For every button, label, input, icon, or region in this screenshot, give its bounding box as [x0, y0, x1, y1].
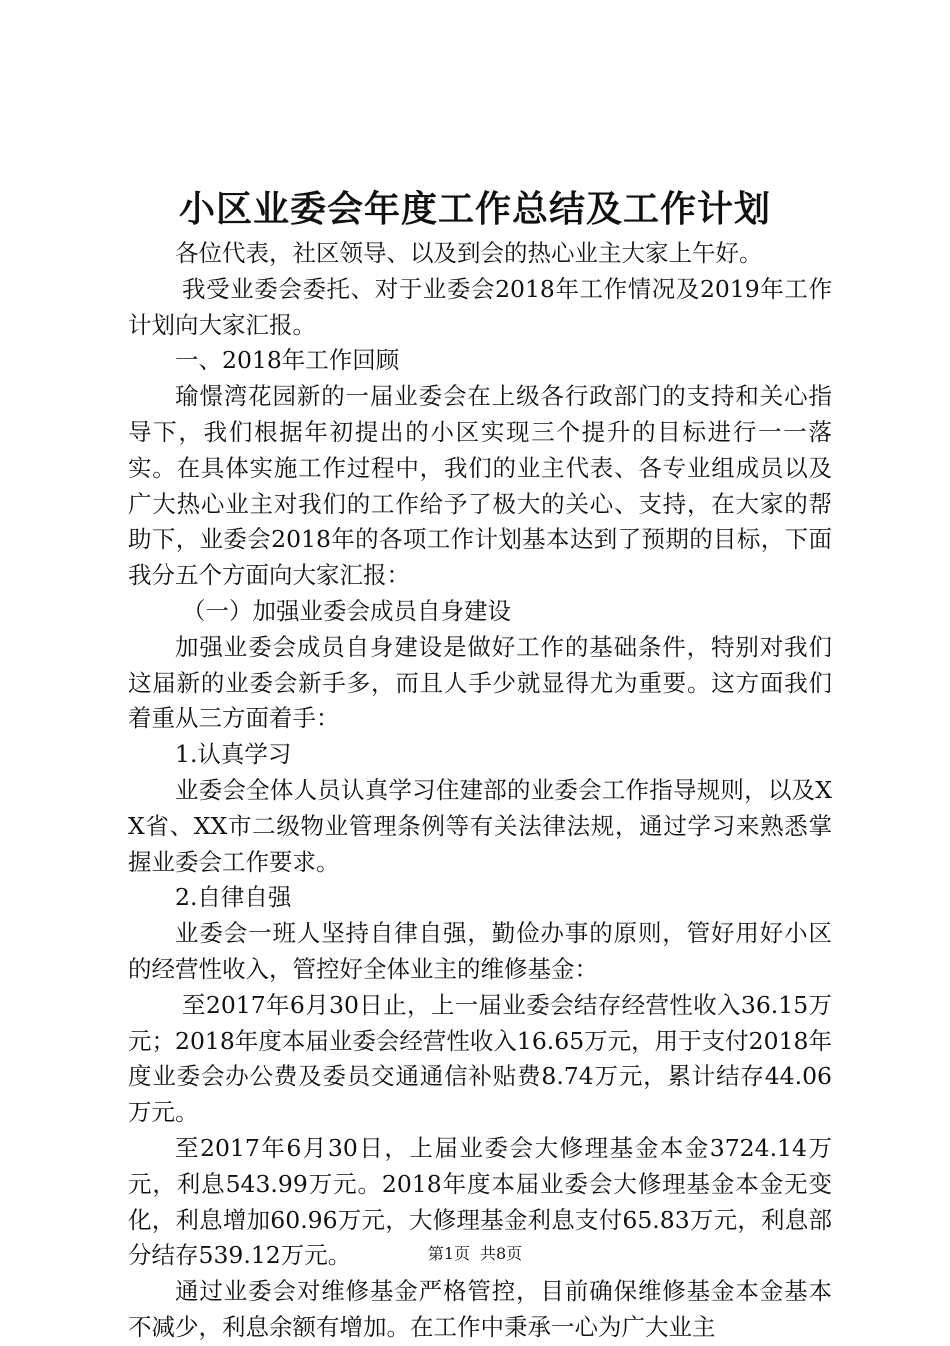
subsection-heading: （一）加强业委会成员自身建设 [182, 596, 512, 625]
paragraph-review: 瑜憬湾花园新的一届业委会在上级各行政部门的支持和关心指导下，我们根据年初提出的小区实现三个提升的目标进行一一落实。在具体实施工作过程中，我们的业主代表、各专业组成员以及广大热心业主对我们的工作给予了极大的关心、支持，在大家的帮助下，业委会2018年的各项工作计划基本达到了预期的目标，下面我分五个方面向大家汇报： [128, 382, 832, 590]
paragraph-self-building: 加强业委会成员自身建设是做好工作的基础条件，特别对我们这届新的业委会新手多，而且人手少就显得尤为重要。这方面我们着重从三方面着手： [128, 632, 832, 733]
paragraph-fund-control: 通过业委会对维修基金严格管控，目前确保维修基金本金基本不减少，利息余额有增加。在工作中秉承一心为广大业主 [128, 1277, 832, 1341]
paragraph-study: 业委会全体人员认真学习住建部的业委会工作指导规则，以及XX省、XX市二级物业管理条例等有关法律法规，通过学习来熟悉掌握业委会工作要求。 [128, 775, 832, 876]
paragraph-intro: 我受业委会委托、对于业委会2018年工作情况及2019年工作计划向大家汇报。 [128, 274, 832, 339]
document-body [128, 236, 832, 1346]
section-heading-review: 一、2018年工作回顾 [175, 346, 400, 375]
paragraph-self-discipline: 业委会一班人坚持自律自强，勤俭办事的原则，管好用好小区的经营性收入，管控好全体业主的维修基金： [128, 919, 832, 983]
item-heading-study: 1.认真学习 [175, 740, 292, 769]
paragraph-maintenance-fund: 至2017年6月30日，上届业委会大修理基金本金3724.14万元，利息543.99万元。2018年度本届业委会大修理基金本金无变化，利息增加60.96万元，大修理基金利息支付65.83万元，利息部分结存539.12万元。 [128, 1133, 832, 1270]
page-number-current: 第1页 [427, 1244, 470, 1263]
page-footer [0, 1243, 950, 1265]
paragraph-income: 至2017年6月30日止，上一届业委会结存经营性收入36.15万元；2018年度本届业委会经营性收入16.65万元，用于支付2018年度业委会办公费及委员交通通信补贴费8.74万元，累计结存44.06万元。 [128, 990, 832, 1127]
page-number-total: 共8页 [480, 1244, 523, 1263]
paragraph-greeting: 各位代表，社区领导、以及到会的热心业主大家上午好。 [175, 239, 763, 267]
item-heading-self-discipline: 2.自律自强 [175, 883, 292, 912]
document-title: 小区业委会年度工作总结及工作计划 [178, 188, 771, 230]
